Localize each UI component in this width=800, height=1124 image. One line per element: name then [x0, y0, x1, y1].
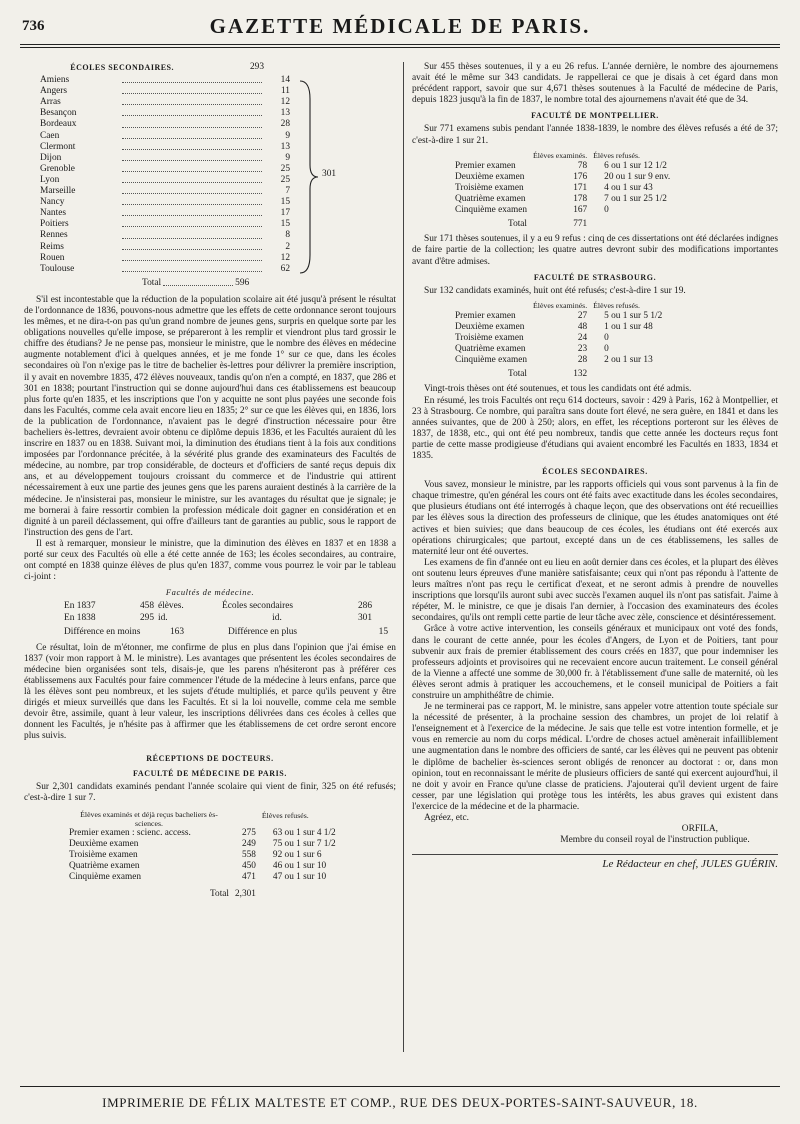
- leader: [122, 264, 262, 272]
- ecole-row: [24, 175, 396, 186]
- compare-table: [64, 601, 396, 637]
- city-count: 15: [280, 197, 290, 208]
- exam-label: Quatrième examen: [69, 861, 140, 872]
- paragraph: Sur 171 thèses soutenues, il y a eu 9 refus : cinq de ces dissertations ont été déclarées indignes de faire partie de la collection; les quatre autres devront subir des modifications importantes avant d'être admises.: [412, 234, 778, 267]
- paragraph: Sur 2,301 candidats examinés pendant l'année scolaire qui vient de finir, 325 on été refusés; c'est-à-dire 1 sur 7.: [24, 781, 396, 803]
- leader: [122, 186, 262, 194]
- paragraph: Grâce à votre active intervention, les conseils généraux et municipaux ont voté des fonds, dans le courant de cette année, pour les écoles d'Angers, de Lyon et de Poitiers, tant pour subvenir aux frais de premier établissement des cours créés en 1837, que pour indemniser les professeurs adjoints et provisoires qui ne recevaient encore aucun traitement. Le conseil général de la Vienne a affecté une somme de 30,000 fr. à l'établissement d'une salle de maternité, où les élèves seront admis à pratiquer les accouchemens, et le conseil municipal de Poitiers a fait construire un amphithéâtre de chimie.: [412, 624, 778, 701]
- ecole-row: [24, 264, 396, 275]
- city-count: 9: [285, 130, 290, 141]
- city-name: Grenoble: [40, 163, 75, 174]
- city-name: Dijon: [40, 152, 62, 163]
- leader: [122, 253, 262, 261]
- city-count: 7: [285, 186, 290, 197]
- ecole-row: [24, 86, 396, 97]
- signature-title: Membre du conseil royal de l'instruction publique.: [560, 835, 750, 846]
- paragraph: S'il est incontestable que la réduction de la population scolaire ait été jusqu'à présent le résultat de l'ordonnance de 1836, pouvons-nous admettre que les effets de cette ordonnance seront toujours les mêmes, et ne dira-t-on pas qu'un grand nombre de jeunes gens, surpris en quelque sorte par les obligations nouvelles qu'elle impose, se prépareront à les remplir et viendront plus tard grossir le chiffre des étudians? Je ne pense pas, monsieur le ministre, que le nombre des élèves en médecine augmente notablement d'ici à quelques années, et je me fonde 1° sur ce que, dans les écoles secondaires où l'on n'exige pas le titre de bachelier ès-lettres pour délivrer la première inscription, il y avait en novembre 1835, 472 élèves nouveaux, tandis qu'on n'en a compté, en 1837, que 286 et 301 en 1838; pourtant l'instruction qui se donne aujourd'hui dans ces établissemens est beaucoup plus forte qu'en 1835, et les inscriptions que l'on y acquitte ne sont plus payées une seconde fois dans les Facultés, comme cela avait encore lieu en 1835; 2° sur ce que les élèves qui, en 1836, lors de la publication de l'ordonnance, n'avaient pas le degré d'instruction nécessaire pour être bacheliers ès-lettres, devraient avoir obtenu ce diplôme depuis 1836, et les Facultés auraient dû les inscrire en 1837 ou en 1838. Suivant moi, la diminution des étudians tient à la fois aux conditions imposées par l'ordonnance précitée, à la sévérité plus grande des examinateurs des Facultés de médecine, au nombre, par trop considérable, de docteurs et d'officiers de santé reçus depuis dix ans, et au développement toujours croissant du commerce et de l'industrie qui attirent nécessairement à eux une partie des jeunes gens que les parens auraient destinés à la carrière de la médecine. Je n'insisterai pas, monsieur le ministre, sur les avantages du résultat que je signale; je me bornerai à faire ressortir combien la profession médicale doit gagner en considération et en dignité à un pareil déclassement, qui offre d'ailleurs tant de garanties au public, sous le rapport de l'instruction des gens de l'art.: [24, 294, 396, 538]
- ecoles-table-heading: ÉCOLES SECONDAIRES.: [70, 63, 174, 72]
- total-label: Total: [508, 219, 528, 230]
- leader: [122, 108, 262, 116]
- ecole-row: [24, 108, 396, 119]
- unit: élèves.: [158, 601, 184, 612]
- total-value: 132: [573, 369, 588, 380]
- leader: [122, 175, 262, 183]
- col-header: Élèves refusés.: [593, 300, 640, 310]
- leader: [122, 119, 262, 127]
- leader: [122, 219, 262, 227]
- ecole-row: [24, 119, 396, 130]
- city-count: 2: [285, 241, 290, 252]
- leader: [122, 131, 262, 139]
- exam-count: 24: [577, 333, 588, 344]
- ecole-row: [24, 253, 396, 264]
- exam-refused: 0: [604, 333, 609, 344]
- ecole-row: [24, 142, 396, 153]
- ecole-row: [24, 75, 396, 86]
- brace-shape: [296, 79, 322, 275]
- exam-label: Premier examen: [455, 310, 516, 321]
- value: 301: [357, 612, 372, 623]
- exam-refused: 7 ou 1 sur 25 1/2: [604, 194, 667, 205]
- exam-count: 167: [573, 205, 588, 216]
- city-name: Rouen: [40, 252, 65, 263]
- city-count: 17: [280, 208, 290, 219]
- exam-refused: 0: [604, 344, 609, 355]
- city-count: 28: [280, 119, 290, 130]
- compare-diff-row: [64, 627, 396, 638]
- exam-row: [452, 183, 673, 194]
- exam-refused: 92 ou 1 sur 6: [272, 850, 322, 861]
- city-count: 25: [280, 174, 290, 185]
- exam-count: 471: [241, 872, 256, 883]
- ecoles-total-value: 596: [235, 277, 250, 288]
- imprint: IMPRIMERIE DE FÉLIX MALTESTE ET COMP., RUE DES DEUX-PORTES-SAINT-SAUVEUR, 18.: [102, 1095, 698, 1110]
- exam-refused: 5 ou 1 sur 5 1/2: [604, 310, 663, 321]
- city-name: Toulouse: [40, 263, 75, 274]
- exam-label: Cinquième examen: [69, 872, 142, 883]
- exam-count: 558: [241, 850, 256, 861]
- paragraph: Sur 455 thèses soutenues, il y a eu 26 refus. L'année dernière, le nombre des ajournemens avait été le même sur 343 candidats. Je rappellerai ce que je disais à cet égard dans mon précédent rapport, savoir que sur 4,671 thèses soutenues à la Faculté de médecine de Paris, depuis 1823 jusqu'à la fin de 1837, le nombre total des ajournemens n'avait été que de 34.: [412, 62, 778, 106]
- brace-value: 301: [322, 169, 337, 180]
- receptions-heading: RÉCEPTIONS DE DOCTEURS.: [146, 753, 274, 763]
- exam-row: [452, 322, 665, 333]
- montpellier-heading: FACULTÉ DE MONTPELLIER.: [531, 111, 659, 121]
- city-name: Nancy: [40, 197, 65, 208]
- city-name: Lyon: [40, 174, 60, 185]
- city-name: Arras: [40, 97, 61, 108]
- leader: [122, 86, 262, 94]
- ecole-row: [24, 153, 396, 164]
- value: 286: [357, 601, 372, 612]
- exam-count: 27: [577, 310, 588, 321]
- exam-row: [66, 861, 339, 872]
- ecole-row: [24, 242, 396, 253]
- exam-refused: 46 ou 1 sur 10: [272, 861, 327, 872]
- signature-name: ORFILA,: [681, 824, 718, 835]
- paragraph: Vous savez, monsieur le ministre, par les rapports officiels qui vous sont parvenus à la fin de chaque trimestre, qu'en général les cours ont été faits avec exactitude dans les écoles secondaires, que plusieurs étudians ont été interrogés à chaque leçon, que des observations ont été recueillies par les élèves sous la direction des professeurs de clinique, que les études anatomiques ont été actives et bien suivies; que dans beaucoup de ces écoles, les étudians ont été exercés aux opérations chirurgicales; que partout, excepté dans un de ces établissemens, les salles de maternité leur ont été ouvertes.: [412, 480, 778, 557]
- exam-label: Deuxième examen: [455, 171, 525, 182]
- leader: [122, 164, 262, 172]
- exam-refused: 6 ou 1 sur 12 1/2: [604, 160, 667, 171]
- exam-refused: 1 ou 1 sur 48: [604, 321, 653, 332]
- year: En 1837: [64, 601, 96, 612]
- leader: [122, 153, 262, 161]
- footer-rule: [20, 1086, 780, 1087]
- leader: [122, 142, 262, 150]
- exam-label: Cinquième examen: [455, 205, 528, 216]
- exam-refused: 63 ou 1 sur 4 1/2: [272, 827, 336, 838]
- exam-label: Deuxième examen: [455, 321, 525, 332]
- top-rule-thin: [20, 47, 780, 48]
- city-count: 9: [285, 152, 290, 163]
- city-name: Clermont: [40, 141, 76, 152]
- exam-refused: 75 ou 1 sur 7 1/2: [272, 839, 336, 849]
- exam-label: Premier examen: [455, 160, 516, 171]
- city-name: Nantes: [40, 208, 67, 219]
- ecoles-total-label: Total: [142, 277, 162, 288]
- exam-count: 23: [577, 344, 588, 355]
- value: 295: [139, 612, 154, 623]
- city-name: Reims: [40, 241, 64, 252]
- exam-label: Quatrième examen: [455, 344, 526, 355]
- col-header: Élèves examinés et déjà reçus bacheliers ès-sciences.: [80, 809, 218, 828]
- city-count: 11: [280, 86, 290, 97]
- exam-label: Troisième examen: [455, 333, 524, 344]
- exam-row: [452, 333, 665, 344]
- city-count: 62: [280, 263, 290, 274]
- exam-count: 171: [573, 182, 588, 193]
- exam-row: [452, 172, 673, 183]
- paragraph: Les examens de fin d'année ont eu lieu en août dernier dans ces écoles, et la plupart des élèves ont soutenu leurs épreuves d'une manière satisfaisante; ceux qui n'ont pas répondu à l'attente de leurs maîtres n'ont pas reçu le certificat d'exeat, et ne seront admis à prendre de nouvelles inscriptions que lorsqu'ils auront subi avec succès l'examen auquel ils n'ont pas satisfait. J'aime à répéter, M. le ministre, ce que je disais l'an dernier, à l'occasion des examinateurs des écoles secondaires, qu'ils ont rempli cette partie de leur tâche avec zèle, conscience et désintéressement.: [412, 557, 778, 624]
- year: En 1838: [64, 612, 96, 623]
- leader: [122, 208, 262, 216]
- city-name: Poitiers: [40, 219, 69, 230]
- strasbourg-table: [452, 300, 665, 381]
- city-name: Angers: [40, 86, 68, 97]
- paragraph: Vingt-trois thèses ont été soutenues, et tous les candidats ont été admis.: [424, 384, 692, 395]
- ecoles-heading: ÉCOLES SECONDAIRES.: [542, 467, 648, 477]
- exam-count: 48: [577, 321, 588, 332]
- compare-row: [64, 601, 396, 612]
- leader: [122, 97, 262, 105]
- label: Écoles secondaires: [222, 601, 294, 612]
- exam-refused: 2 ou 1 sur 13: [604, 355, 653, 366]
- exam-count: 249: [241, 839, 256, 849]
- ecole-row: [24, 164, 396, 175]
- exam-label: Quatrième examen: [455, 194, 526, 205]
- ecole-row: [24, 197, 396, 208]
- compare-table-heading: Facultés de médecine.: [165, 587, 255, 598]
- exam-refused: 20 ou 1 sur 9 env.: [604, 171, 671, 182]
- leader: [122, 75, 262, 83]
- exam-count: 28: [577, 355, 588, 366]
- exam-row: [452, 205, 673, 216]
- exam-count: 275: [241, 827, 256, 838]
- ecoles-table: [24, 75, 396, 275]
- paragraph: Sur 771 examens subis pendant l'année 1838-1839, le nombre des élèves refusés a été de 37; c'est-à-dire 1 sur 21.: [412, 124, 778, 146]
- city-count: 12: [280, 252, 290, 263]
- city-count: 14: [280, 75, 290, 86]
- city-name: Marseille: [40, 186, 76, 197]
- ecole-row: [24, 230, 396, 241]
- city-name: Bordeaux: [40, 119, 77, 130]
- total-label: Total: [508, 369, 528, 380]
- ecole-row: [24, 219, 396, 230]
- leader: [122, 242, 262, 250]
- ecole-row: [24, 97, 396, 108]
- exam-label: Premier examen : scienc. access.: [69, 827, 191, 838]
- exam-count: 78: [577, 160, 588, 171]
- total-label: Total: [210, 889, 229, 900]
- ecole-row: [24, 131, 396, 142]
- paragraph: Sur 132 candidats examinés, huit ont été refusés; c'est-à-dire 1 sur 19.: [424, 285, 686, 296]
- montpellier-table: [452, 150, 673, 231]
- right-column: [412, 62, 778, 870]
- value: 458: [139, 601, 154, 612]
- city-name: Rennes: [40, 230, 68, 241]
- paragraph: Il est à remarquer, monsieur le ministre, que la diminution des élèves en 1837 et en 1838 a porté sur ceux des Facultés où elle a été cette année de 163; les écoles secondaires, au contraire, ont compté en 1838 quinze élèves de plus qu'en 1837, comme vous pourrez le voir par le tableau ci-joint :: [24, 538, 396, 583]
- page-number: 736: [22, 18, 45, 34]
- paragraph: Ce résultat, loin de m'étonner, me confirme de plus en plus dans l'opinion que j'ai émise en 1837 (voir mon rapport à M. le ministre). Les avantages que présentent les écoles secondaires de médecine bien organisées sont tels, disais-je, que les parens n'hésiteront pas à préférer ces établissemens aux Facultés pour faire commencer l'étude de la médecine à leurs enfans, parce que là les élèves sont peu nombreux, et les sujets d'étude multipliés, et parce qu'ils peuvent y être dirigés et mieux surveillés que dans les Facultés. Et si la loi nouvelle, comme cela me semble devoir être, assimile, quant à leur valeur, les inscriptions délivrées dans ces écoles à celles que donnent les Facultés, je n'hésite pas à affirmer que les établissemens de cet ordre seront encore plus suivis.: [24, 642, 396, 742]
- exam-row: [452, 344, 665, 355]
- leader: [163, 278, 233, 286]
- ecoles-total-row: [142, 278, 396, 289]
- column-divider: [403, 62, 404, 1052]
- leader: [122, 197, 262, 205]
- city-count: 15: [280, 219, 290, 230]
- ecoles-table-heading-row: [24, 62, 396, 73]
- ecole-row: [24, 208, 396, 219]
- city-count: 12: [280, 97, 290, 108]
- city-count: 13: [280, 108, 290, 119]
- leader: [122, 230, 262, 238]
- total-value: 771: [573, 219, 588, 230]
- paris-table: [66, 810, 339, 901]
- city-name: Caen: [40, 130, 60, 141]
- value: 163: [169, 626, 184, 637]
- col-header: Élèves examinés.: [533, 150, 588, 160]
- ecoles-table-heading-value: 293: [249, 62, 264, 72]
- top-rule: [20, 44, 780, 45]
- redacteur-line: Le Rédacteur en chef, JULES GUÉRIN.: [412, 854, 778, 870]
- exam-count: 450: [241, 861, 256, 872]
- paragraph: En résumé, les trois Facultés ont reçu 614 docteurs, savoir : 429 à Paris, 162 à Montpellier, et 23 à Strasbourg. Ce nombre, qui paraîtra sans doute fort élevé, ne sera guère, en 1841 et dans les années suivantes, que de 200 à 250; alors, en effet, les réceptions porteront sur les élèves de 1837, de 1838, etc., qui ont été peu nombreux, tandis que cette année les docteurs reçus font partie de cette masse prodigieuse d'étudians qui avaient encombré les Facultés en 1833, 1834 et 1835.: [412, 395, 778, 461]
- unit: id.: [158, 612, 168, 623]
- paragraph: Je ne terminerai pas ce rapport, M. le ministre, sans appeler votre attention toute spéciale sur la nécessité de présenter, à la prochaine session des chambres, un projet de loi relatif à l'enseignement et à l'exercice de la médecine. Je sais que telle est votre intention formelle, et je vous en remercie au nom du corps médical. L'ordre de choses actuel amènerait infailliblement une augmentation dans le nombre des officiers de santé, car les élèves qui ne peuvent pas obtenir le diplôme de bachelier ès-sciences seront obligés de renoncer au doctorat : or, dans mon opinion, tout en reconnaissant le mérite de plusieurs officiers de santé qui exercent aujourd'hui, il ne doit y avoir en France qu'une classe de praticiens. J'ajouterai qu'il devient urgent de faire cesser, par une législation qui protège tous les intérêts, les abus graves qui existent dans l'exercice de la médecine et de la pharmacie.: [412, 702, 778, 812]
- label: Différence en plus: [228, 626, 298, 637]
- masthead-title: GAZETTE MÉDICALE DE PARIS.: [209, 14, 591, 38]
- exam-label: Troisième examen: [455, 182, 524, 193]
- label: Différence en moins: [64, 626, 141, 637]
- city-name: Besançon: [40, 108, 77, 119]
- total-value: 2,301: [235, 889, 256, 900]
- exam-label: Troisième examen: [69, 850, 138, 861]
- compare-row: [64, 613, 396, 624]
- exam-row: [66, 839, 339, 850]
- left-column: [24, 62, 396, 900]
- exam-refused: 0: [604, 205, 609, 216]
- city-count: 8: [285, 230, 290, 241]
- unit: id.: [272, 612, 282, 623]
- city-count: 13: [280, 141, 290, 152]
- exam-label: Cinquième examen: [455, 355, 528, 366]
- city-name: Amiens: [40, 75, 70, 86]
- exam-row: [66, 828, 339, 839]
- ecole-row: [24, 186, 396, 197]
- strasbourg-heading: FACULTÉ DE STRASBOURG.: [533, 272, 657, 282]
- exam-row: [66, 850, 339, 861]
- exam-refused: 47 ou 1 sur 10: [272, 872, 327, 883]
- exam-row: [452, 355, 665, 366]
- city-count: 25: [280, 163, 290, 174]
- exam-label: Deuxième examen: [69, 839, 139, 849]
- exam-count: 178: [573, 194, 588, 205]
- exam-row: [452, 161, 673, 172]
- exam-row: [452, 194, 673, 205]
- paris-heading: FACULTÉ DE MÉDECINE DE PARIS.: [133, 768, 287, 778]
- col-header: Élèves examinés.: [533, 300, 588, 310]
- exam-row: [66, 872, 339, 883]
- exam-refused: 4 ou 1 sur 43: [604, 182, 653, 193]
- closing: Agréez, etc.: [424, 813, 470, 823]
- exam-count: 176: [573, 171, 588, 182]
- exam-row: [452, 311, 665, 322]
- value: 15: [378, 626, 388, 637]
- col-header: Élèves refusés.: [261, 810, 309, 820]
- col-header: Élèves refusés.: [593, 150, 640, 160]
